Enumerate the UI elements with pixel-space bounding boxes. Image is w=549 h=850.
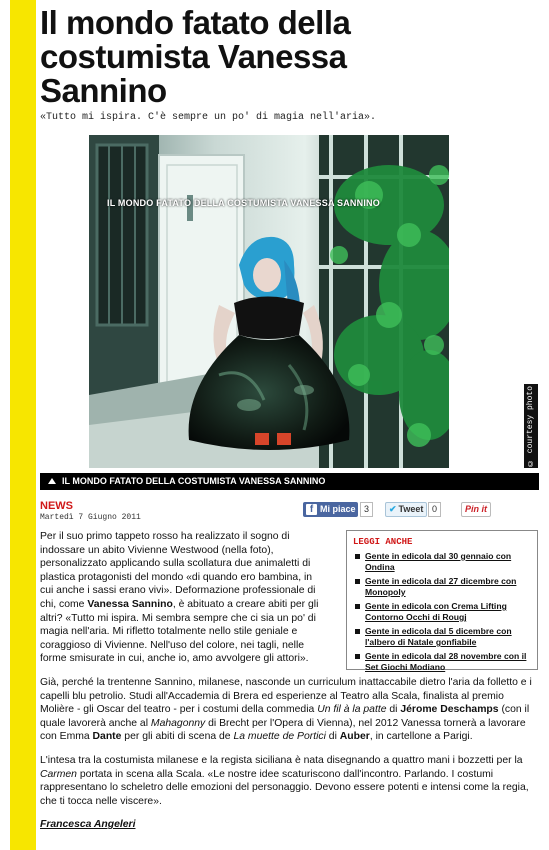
photo-illustration bbox=[89, 135, 449, 468]
title-line: Sannino bbox=[40, 72, 167, 109]
article-paragraph bbox=[40, 530, 325, 666]
text-run: portata in scena alla Scala. «Le nostre idee scaturiscono dall'incontro. Parlando. I costumi rappresentano lo scheletro delle emozioni del personaggio. Devono essere potenti e intensi come la regia, che ti tocca nelle viscere». bbox=[40, 768, 529, 807]
italic-text: Un fil à la patte bbox=[317, 704, 387, 716]
photo-credit: © courtesy photo bbox=[524, 384, 538, 468]
title-line: costumista Vanessa bbox=[40, 38, 347, 75]
facebook-icon: f bbox=[306, 504, 317, 515]
tweet-label: Tweet bbox=[398, 504, 424, 514]
bold-text: Vanessa Sannino bbox=[87, 598, 173, 610]
article-meta bbox=[40, 500, 540, 524]
article-title bbox=[40, 6, 540, 108]
facebook-like-button[interactable] bbox=[303, 502, 358, 517]
article-subtitle: «Tutto mi ispira. C'è sempre un po' di magia nell'aria». bbox=[40, 112, 377, 123]
pin-it-button[interactable]: Pin it bbox=[461, 502, 491, 517]
italic-text: Carmen bbox=[40, 768, 77, 780]
caret-up-icon bbox=[48, 478, 56, 484]
accent-bar bbox=[10, 0, 36, 850]
facebook-like-count: 3 bbox=[360, 502, 373, 517]
text-run: Per il suo primo tappeto rosso ha realizzato il sogno di indossare un abito Vivienne Westwood (nella foto), personalizzato applicando sulla scollatura due animaletti di plastica protagonisti del mondo «di quando ero bambina, in cui anche i sassi erano vivi». Deformazione professionale di chi, come bbox=[40, 531, 316, 610]
text-run: per gli abiti di scena de bbox=[121, 731, 234, 743]
related-link[interactable]: Gente in edicola dal 30 gennaio con Ondina bbox=[353, 551, 535, 573]
article-author[interactable]: Francesca Angeleri bbox=[40, 819, 136, 831]
text-run: di bbox=[386, 704, 401, 716]
related-link[interactable]: Gente in edicola con Crema Lifting Contorno Occhi di Rougj bbox=[353, 601, 535, 623]
bold-text: Dante bbox=[92, 731, 122, 743]
article-photo[interactable] bbox=[89, 135, 449, 468]
title-line: Il mondo fatato della bbox=[40, 4, 351, 41]
facebook-like-label: Mi piace bbox=[320, 504, 356, 514]
article-header bbox=[40, 0, 540, 123]
related-title: LEGGI ANCHE bbox=[353, 537, 413, 547]
italic-text: La muette de Portici bbox=[233, 731, 326, 743]
tweet-count: 0 bbox=[428, 502, 441, 517]
related-list bbox=[353, 551, 535, 676]
photo-overlay-caption: IL MONDO FATATO DELLA COSTUMISTA VANESSA SANNINO bbox=[107, 198, 380, 208]
publish-date: Martedì 7 Giugno 2011 bbox=[40, 513, 141, 522]
section-label[interactable]: NEWS bbox=[40, 500, 73, 512]
photo-caption-bar bbox=[40, 473, 539, 490]
text-run: , in cartellone a Parigi. bbox=[369, 731, 473, 743]
tweet-button[interactable] bbox=[385, 502, 427, 517]
bold-text: Auber bbox=[339, 731, 370, 743]
related-link[interactable]: Gente in edicola dal 27 dicembre con Monopoly bbox=[353, 576, 535, 598]
text-run: di bbox=[325, 731, 340, 743]
text-run: di Brecht per l'Opera di Vienna), nel 2012 Vanessa tornerà a lavorare con Emma bbox=[40, 717, 526, 743]
photo-caption-text: IL MONDO FATATO DELLA COSTUMISTA VANESSA SANNINO bbox=[62, 476, 326, 486]
related-link[interactable]: Gente in edicola dal 28 novembre con il Set Giochi Modiano bbox=[353, 651, 535, 673]
text-run: L'intesa tra la costumista milanese e la regista siciliana è nata disegnando a quattro mani i bozzetti per la bbox=[40, 754, 523, 766]
bold-text: Jérome Deschamps bbox=[400, 704, 499, 716]
text-run: , è abituato a creare abiti per gli altri? «Tutto mi ispira. Mi sembra sempre che ci sia un po' di magia nell'aria. Mi rifletto totalmente nello stile geniale e coraggioso di Vivienne. Nell'uso del colore, nei tagli, nelle forme smisurate in cui, anche io, amo avvolgere gli attori». bbox=[40, 598, 319, 665]
text-run: Già, perché la trentenne Sannino, milanese, nasconde un curriculum inattaccabile dietro l'aria da folletto e i capelli blu petrolio. Studi all'Accademia di Brera ed esperienze al Teatro alla Scala, finalista al premio Molière - gli Oscar del teatro - per i costumi della commedia bbox=[40, 676, 532, 716]
related-link[interactable]: Gente in edicola dal 5 dicembre con l'albero di Natale gonfiabile bbox=[353, 626, 535, 648]
italic-text: Mahagonny bbox=[150, 717, 206, 729]
text-run: (con il quale lavorerà anche al bbox=[40, 704, 530, 729]
related-articles-box bbox=[346, 530, 538, 670]
article-paragraph bbox=[40, 676, 538, 744]
article-paragraph bbox=[40, 754, 538, 808]
twitter-bird-icon: ✔ bbox=[389, 504, 397, 514]
